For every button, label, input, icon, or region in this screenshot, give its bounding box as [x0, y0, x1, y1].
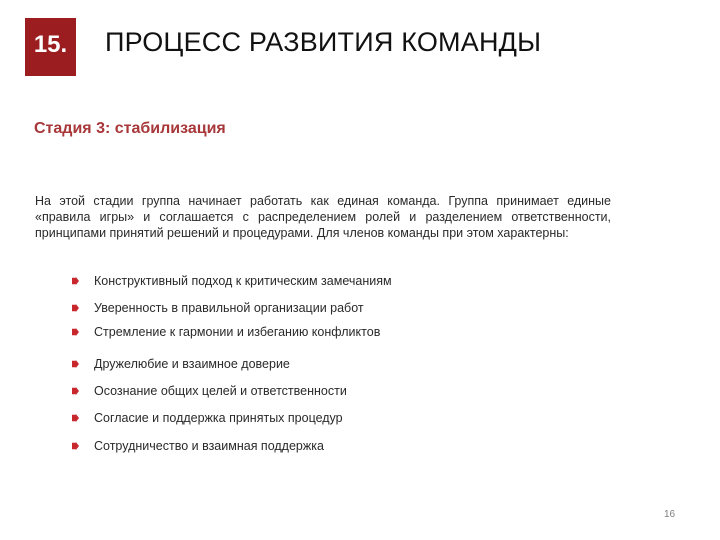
trait-item — [72, 382, 347, 400]
trait-text: Дружелюбие и взаимное доверие — [94, 357, 290, 371]
trait-item — [72, 299, 364, 317]
trait-text: Сотрудничество и взаимная поддержка — [94, 439, 324, 453]
red-arrow-bullet-icon — [72, 277, 79, 285]
slide-number-badge — [25, 18, 76, 76]
trait-item — [72, 323, 380, 341]
slide-number: 15. — [33, 31, 68, 58]
red-arrow-bullet-icon — [72, 414, 79, 422]
red-arrow-bullet-icon — [72, 328, 79, 336]
trait-item — [72, 272, 392, 290]
trait-text: Стремление к гармонии и избеганию конфликтов — [94, 325, 381, 339]
intro-paragraph: На этой стадии группа начинает работать как единая команда. Группа принимает единые «правила игры» и соглашается с распределением ролей и разделением ответственности, принципами принятий решений и процедурами. Для членов команды при этом характерны: — [35, 194, 611, 240]
red-arrow-bullet-icon — [72, 360, 79, 368]
red-arrow-bullet-icon — [72, 304, 79, 312]
stage-heading: Стадия 3: стабилизация — [34, 120, 226, 137]
trait-text: Конструктивный подход к критическим замечаниям — [94, 274, 392, 288]
trait-item — [72, 437, 324, 455]
red-arrow-bullet-icon — [72, 442, 79, 450]
red-arrow-bullet-icon — [72, 387, 79, 395]
trait-item — [72, 355, 290, 373]
slide-title: ПРОЦЕСС РАЗВИТИЯ КОМАНДЫ — [105, 27, 542, 57]
trait-text: Осознание общих целей и ответственности — [94, 384, 347, 398]
page-number: 16 — [664, 509, 676, 520]
trait-text: Уверенность в правильной организации работ — [94, 301, 364, 315]
trait-item — [72, 409, 343, 427]
trait-text: Согласие и поддержка принятых процедур — [94, 411, 343, 425]
